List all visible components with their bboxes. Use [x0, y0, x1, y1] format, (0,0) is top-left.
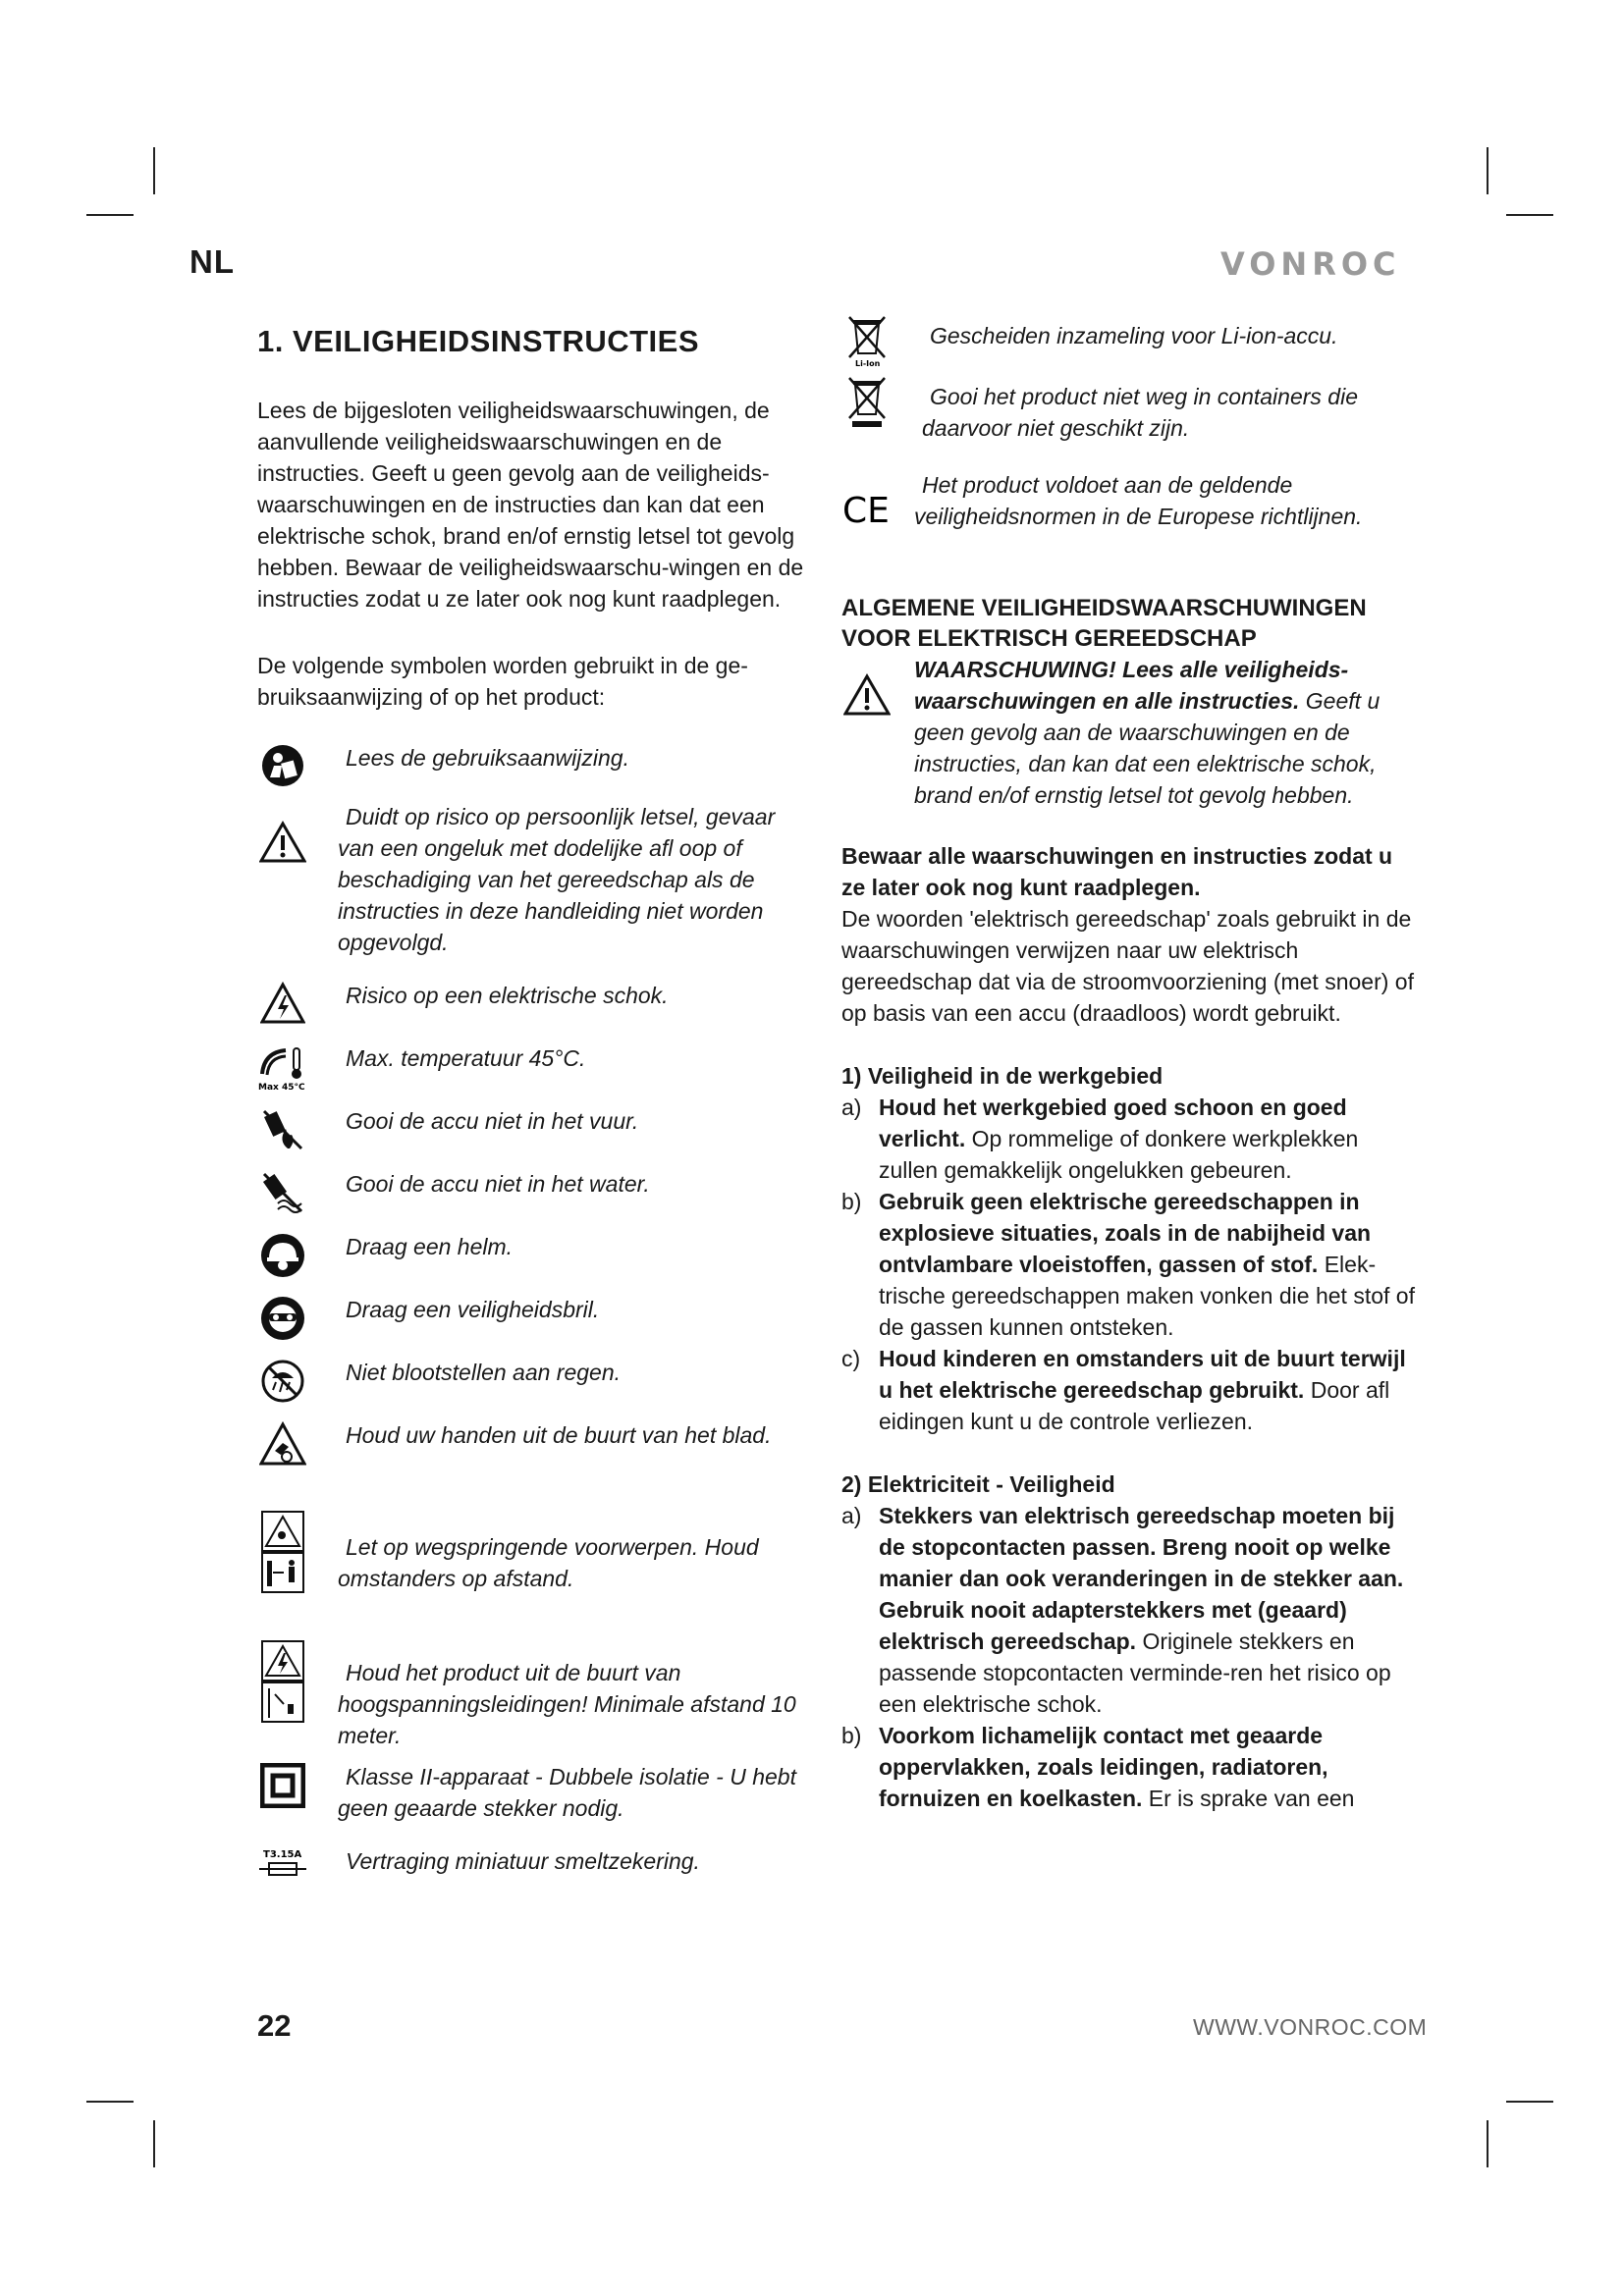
symbol-row: Max 45°C Max. temperatuur 45°C. [257, 1042, 817, 1105]
svg-text:CE: CE [842, 491, 890, 528]
svg-text:Li-Ion: Li-Ion [855, 359, 881, 367]
crop-mark [1506, 214, 1553, 216]
high-voltage-icon [257, 1637, 308, 1724]
warning-icon [841, 654, 893, 717]
symbol-row: Let op wegspringende voorwerpen. Houd omstanders op afstand. [257, 1508, 817, 1637]
symbol-row: T3.15A Vertraging miniatuur smeltzekering. [257, 1845, 817, 1885]
brand-logo: VONROC [1220, 245, 1401, 283]
section-title: 1. VEILIGHEIDSINSTRUCTIES [257, 324, 700, 358]
symbol-row: Klasse II-apparaat - Dubbele isolatie - U hebt geen geaarde stekker nodig. [257, 1761, 817, 1845]
electric-shock-icon [257, 980, 308, 1025]
helmet-icon [257, 1231, 308, 1278]
li-ion-disposal-icon [841, 314, 893, 367]
section-heading: 2) Elektriciteit - Veiligheid [841, 1471, 1115, 1497]
warning-text: Geeft u geen gevolg aan de waarschuwingen en de instructies, dan kan dat een elektrische schok, brand en/of ernstig letsel tot gevolg hebben. [914, 688, 1380, 808]
right-column [841, 314, 1416, 1814]
crop-mark [153, 2120, 155, 2167]
definition-paragraph: De woorden 'elektrisch gereedschap' zoals gebruikt in de waarschuwingen verwijzen naar uw elektrisch gereedschap dat via de stroomvoorziening (met snoer) of op basis van een accu (draadloos) wordt gebruikt. [841, 906, 1414, 1026]
list-item: b) Voorkom lichamelijk contact met geaarde oppervlakken, zoals leidingen, radiatoren, fornuizen en koelkasten. Er is sprake van een [841, 1723, 1355, 1811]
class-2-icon [257, 1761, 308, 1808]
language-code: NL [189, 243, 235, 280]
crop-mark [1506, 2101, 1553, 2103]
symbol-row: Gooi het product niet weg in containers die daarvoor niet geschikt zijn. [841, 375, 1416, 469]
ce-mark-icon [841, 469, 893, 528]
crop-mark [1487, 2120, 1489, 2167]
list-item: b) Gebruik geen elektrische gereedschappen in explosieve situaties, zoals in de nabijheid van ontvlambare vloeistoffen, gassen of stof. Elek-trische gereedschappen maken vonken die het stof of de gassen kunnen ontsteken. [841, 1189, 1415, 1340]
general-warnings-title: ALGEMENE VEILIGHEIDSWAARSCHUWINGEN VOOR ELEKTRISCH GEREEDSCHAP [841, 595, 1367, 652]
intro-paragraph: Lees de bijgesloten veiligheidswaarschuwingen, de aanvullende veiligheidswaarschuwingen en de instructies. Geeft u geen gevolg aan de veiligheids-waarschuwingen en de instructies dan kan dat een elektrische schok, brand en/of ernstig letsel tot gevolg hebben. Bewaar de veiligheidswaarschu-wingen en de instructies zodat u ze later ook nog kunt raadplegen. [257, 398, 804, 612]
symbol-row: Gooi de accu niet in het water. [257, 1168, 817, 1231]
list-item: a) Stekkers van elektrisch gereedschap moeten bij de stopcontacten passen. Breng nooit op welke manier dan ook veranderingen in de stekker aan. Gebruik nooit adapterstekkers met (geaard) elektrisch gereedschap. Originele stekkers en passende stopcontacten verminde-ren het risico op een elektrische schok. [841, 1503, 1404, 1717]
left-column [257, 314, 817, 1885]
crop-mark [1487, 147, 1489, 194]
symbol-row: Gooi de accu niet in het vuur. [257, 1105, 817, 1168]
section-heading: 1) Veiligheid in de werkgebied [841, 1063, 1164, 1089]
website-link: WWW.VONROC.COM [1193, 2014, 1428, 2040]
max-temperature-icon [257, 1042, 308, 1092]
crop-mark [86, 214, 134, 216]
crop-mark [86, 2101, 134, 2103]
symbol-row: Draag een helm. [257, 1231, 817, 1294]
symbol-row: Li-Ion Gescheiden inzameling voor Li-ion-accu. [841, 314, 1416, 375]
symbol-row: CE Het product voldoet aan de geldende veiligheidsnormen in de Europese richtlijnen. [841, 469, 1416, 583]
no-water-icon [257, 1168, 308, 1215]
list-item: c) Houd kinderen en omstanders uit de buurt terwijl u het elektrische gereedschap gebruikt. Door afl eidingen kunt u de controle verliezen. [841, 1346, 1406, 1434]
crop-mark [153, 147, 155, 194]
symbol-row: Lees de gebruiksaanwijzing. [257, 742, 817, 801]
warning-bold: WAARSCHUWING! Lees alle veiligheids-waarschuwingen en alle instructies. [914, 657, 1349, 714]
symbol-row: Duidt op risico op persoonlijk letsel, gevaar van een ongeluk met dodelijke afl oop of beschadiging van het gereedschap als de instructies in deze handleiding niet worden opgevolgd. [257, 801, 817, 980]
list-item: a) Houd het werkgebied goed schoon en goed verlicht. Op rommelige of donkere werkplekken zullen gemakkelijk ongelukken gebeuren. [841, 1095, 1359, 1183]
warning-icon [257, 801, 308, 864]
no-rain-icon [257, 1357, 308, 1404]
symbol-row: Houd uw handen uit de buurt van het blad. [257, 1419, 817, 1508]
safety-glasses-icon [257, 1294, 308, 1341]
manual-icon [257, 742, 308, 787]
fuse-icon [257, 1845, 308, 1881]
svg-text:T3.15A: T3.15A [263, 1849, 302, 1860]
symbol-row: Risico op een elektrische schok. [257, 980, 817, 1042]
symbols-intro: De volgende symbolen worden gebruikt in de ge-bruiksaanwijzing of op het product: [257, 653, 748, 710]
flying-objects-icon [257, 1508, 308, 1594]
hands-away-icon [257, 1419, 308, 1467]
general-warning-block [841, 654, 1416, 811]
keep-instructions: Bewaar alle waarschuwingen en instructies zodat u ze later ook nog kunt raadplegen. [841, 843, 1393, 900]
symbol-row: Houd het product uit de buurt van hoogspanningsleidingen! Minimale afstand 10 meter. [257, 1637, 817, 1761]
symbol-row: Niet blootstellen aan regen. [257, 1357, 817, 1419]
symbol-row: Draag een veiligheidsbril. [257, 1294, 817, 1357]
svg-text:Max 45°C: Max 45°C [258, 1083, 305, 1092]
no-fire-icon [257, 1105, 308, 1152]
weee-icon [841, 375, 893, 428]
page-number: 22 [257, 2008, 292, 2043]
